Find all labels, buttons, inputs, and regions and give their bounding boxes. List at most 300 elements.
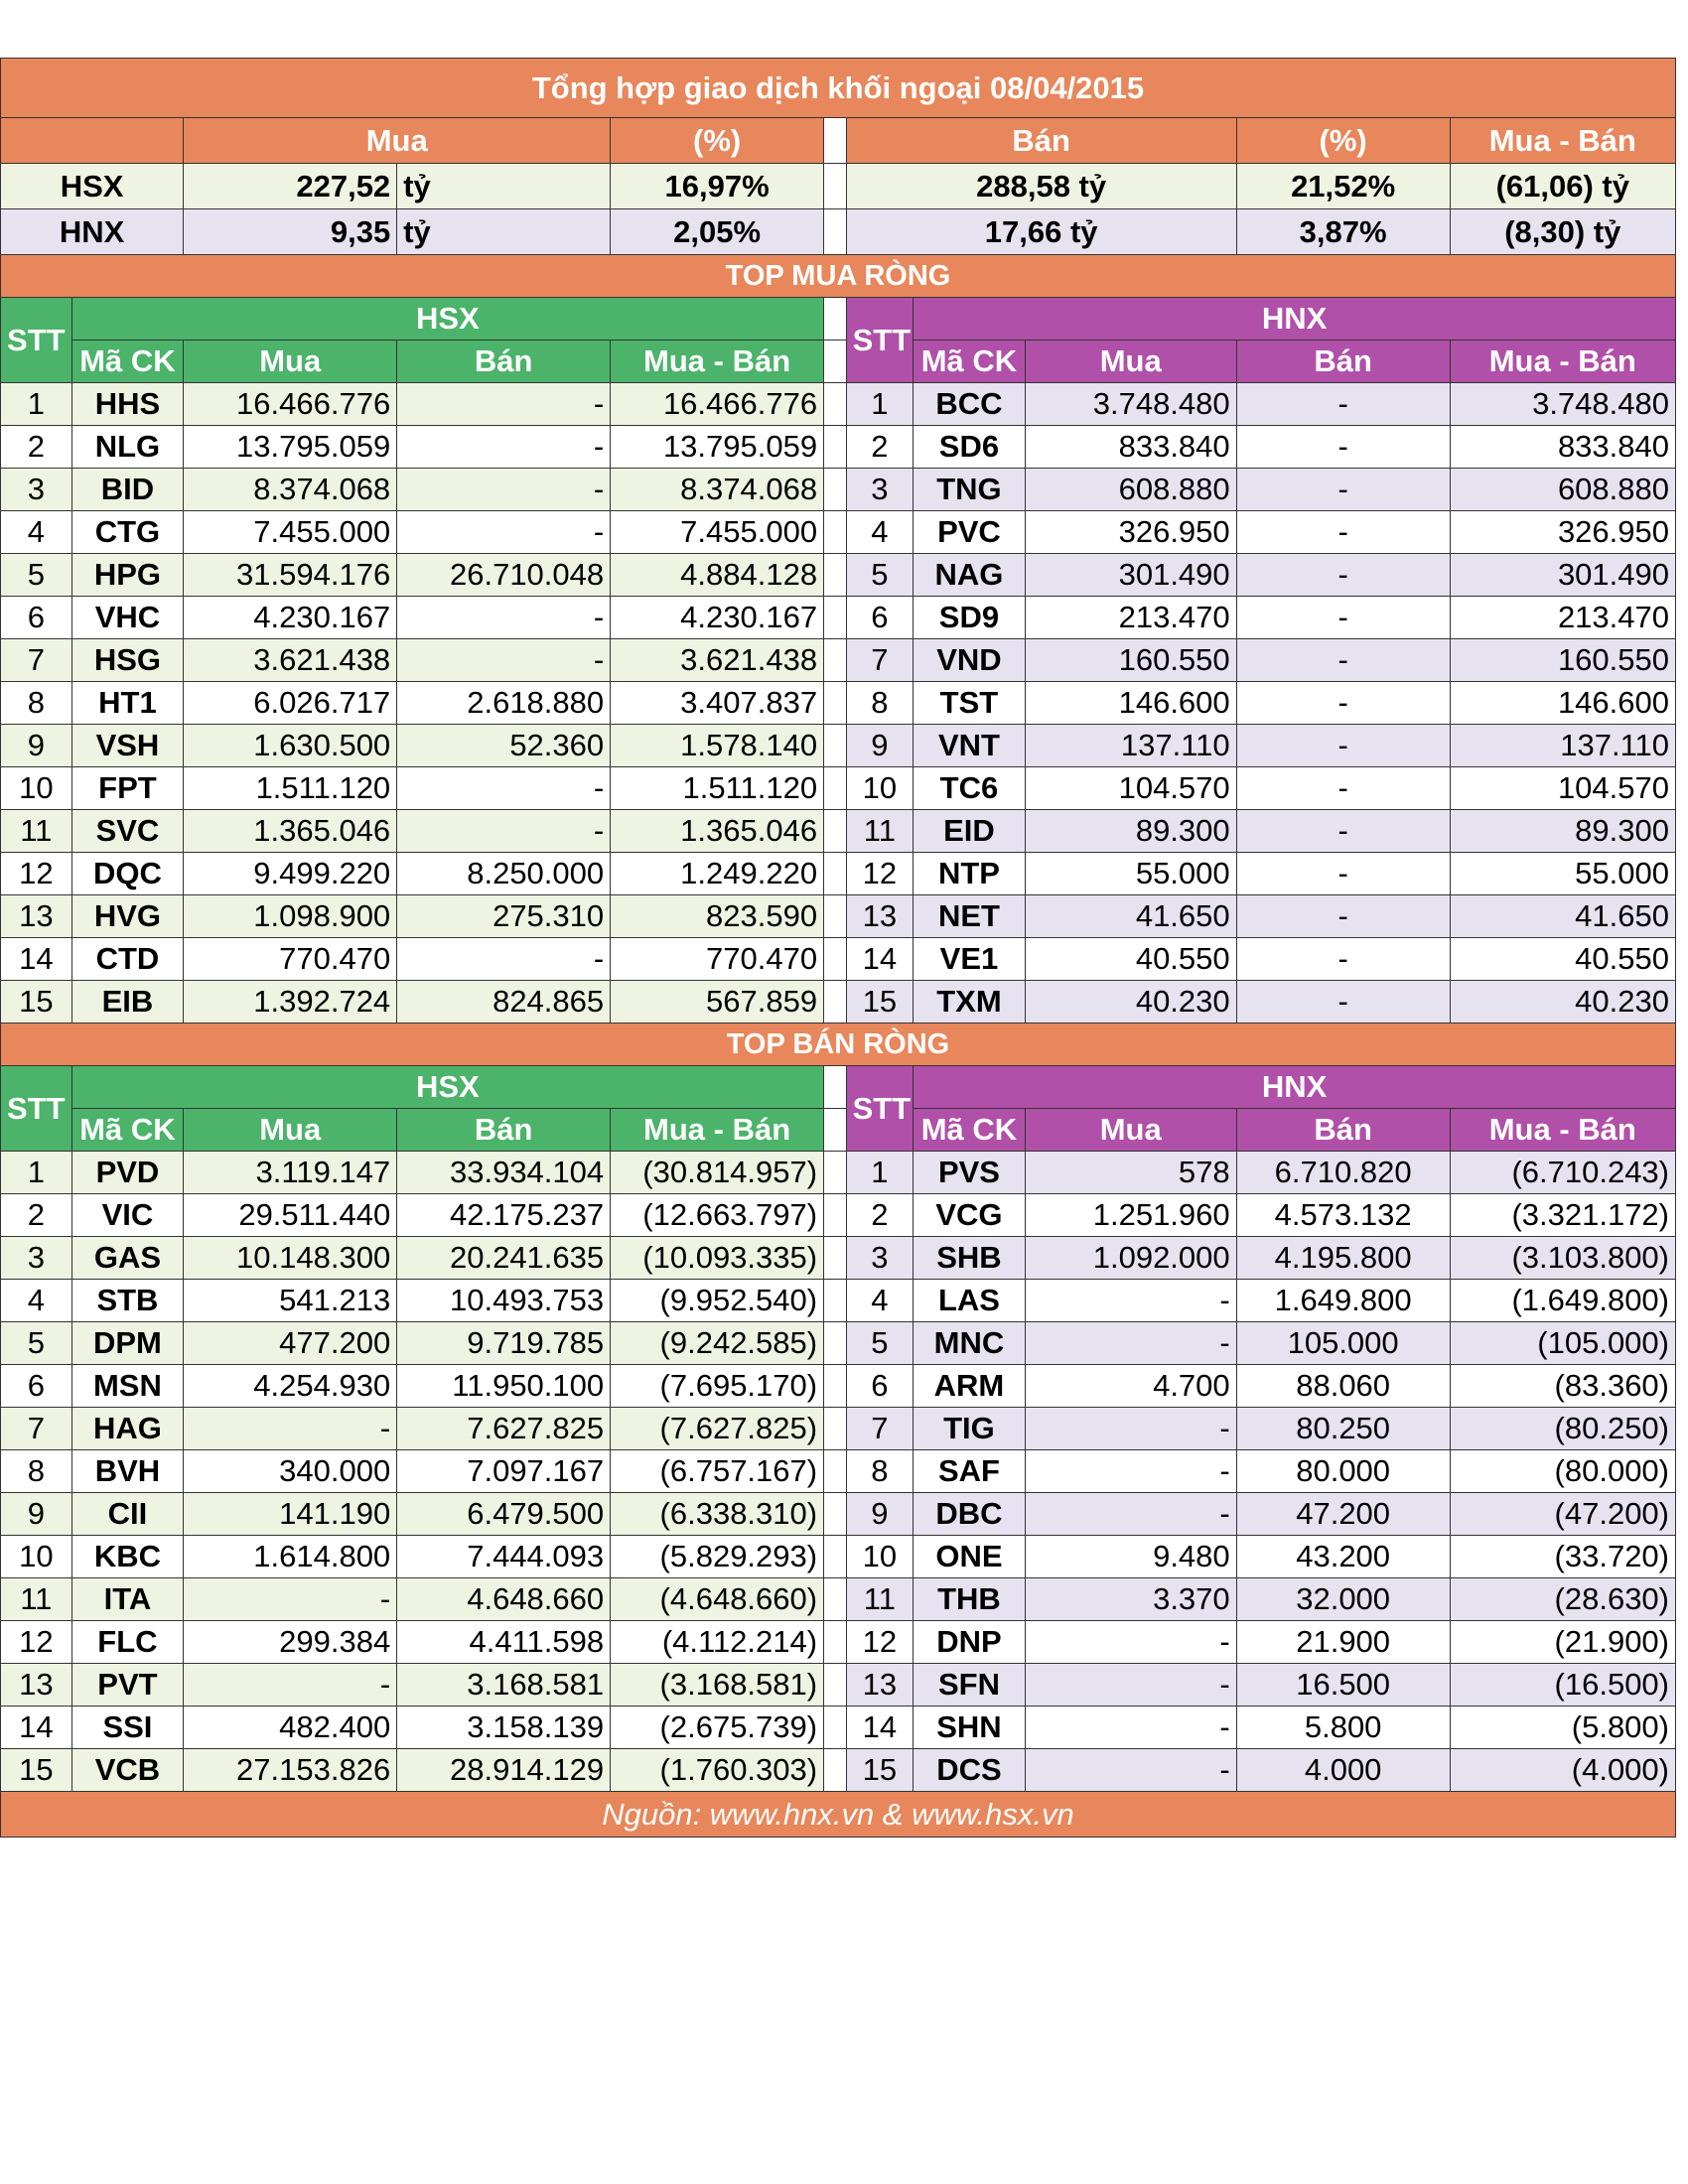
cell-net: (28.630) bbox=[1450, 1578, 1675, 1621]
cell-stt: 10 bbox=[1, 1536, 72, 1578]
cell-stt: 13 bbox=[846, 1664, 914, 1706]
cell-stt: 2 bbox=[846, 1194, 914, 1237]
column-spacer bbox=[824, 383, 847, 426]
cell-net: (6.338.310) bbox=[611, 1493, 824, 1536]
cell-net: 770.470 bbox=[611, 938, 824, 981]
cell-buy: 89.300 bbox=[1025, 810, 1236, 853]
cell-stt: 9 bbox=[1, 725, 72, 767]
table-row bbox=[1, 767, 1676, 810]
column-spacer bbox=[824, 1408, 847, 1450]
cell-stt: 5 bbox=[1, 1322, 72, 1365]
cell-buy: 1.092.000 bbox=[1025, 1237, 1236, 1280]
table-row bbox=[1, 426, 1676, 469]
cell-code: VNT bbox=[914, 725, 1026, 767]
cell-net: 1.249.220 bbox=[611, 853, 824, 895]
cell-net: 301.490 bbox=[1450, 554, 1675, 597]
column-header-code: Mã CK bbox=[914, 1109, 1026, 1152]
cell-code: VHC bbox=[71, 597, 184, 639]
cell-net: 608.880 bbox=[1450, 469, 1675, 511]
cell-code: SD9 bbox=[914, 597, 1026, 639]
cell-stt: 12 bbox=[846, 1621, 914, 1664]
summary-header-buy: Mua bbox=[184, 118, 611, 164]
column-header-stt: STT bbox=[1, 1066, 72, 1152]
cell-buy: 29.511.440 bbox=[184, 1194, 397, 1237]
cell-net: 137.110 bbox=[1450, 725, 1675, 767]
table-row bbox=[1, 554, 1676, 597]
cell-sell: - bbox=[397, 597, 611, 639]
cell-stt: 12 bbox=[1, 1621, 72, 1664]
cell-code: VCB bbox=[71, 1749, 184, 1792]
column-header-code: Mã CK bbox=[71, 1109, 184, 1152]
cell-net: 41.650 bbox=[1450, 895, 1675, 938]
summary-header-net: Mua - Bán bbox=[1450, 118, 1675, 164]
cell-stt: 8 bbox=[1, 1450, 72, 1493]
column-spacer bbox=[824, 298, 847, 341]
cell-code: SSI bbox=[71, 1706, 184, 1749]
cell-net: 3.407.837 bbox=[611, 682, 824, 725]
table-row bbox=[1, 1194, 1676, 1237]
summary-row-hsx bbox=[1, 164, 1676, 209]
cell-code: CII bbox=[71, 1493, 184, 1536]
column-spacer bbox=[824, 639, 847, 682]
cell-buy: 1.251.960 bbox=[1025, 1194, 1236, 1237]
cell-net: 7.455.000 bbox=[611, 511, 824, 554]
cell-sell: - bbox=[1236, 682, 1450, 725]
table-row bbox=[1, 639, 1676, 682]
column-header-buy: Mua bbox=[184, 1109, 397, 1152]
summary-sell-pct: 3,87% bbox=[1236, 209, 1450, 255]
cell-net: (30.814.957) bbox=[611, 1152, 824, 1194]
cell-net: (3.103.800) bbox=[1450, 1237, 1675, 1280]
cell-buy: 13.795.059 bbox=[184, 426, 397, 469]
column-spacer bbox=[824, 1536, 847, 1578]
cell-net: 1.578.140 bbox=[611, 725, 824, 767]
cell-code: SD6 bbox=[914, 426, 1026, 469]
column-spacer bbox=[824, 1706, 847, 1749]
cell-code: TXM bbox=[914, 981, 1026, 1024]
cell-code: LAS bbox=[914, 1280, 1026, 1322]
cell-net: (10.093.335) bbox=[611, 1237, 824, 1280]
cell-code: ITA bbox=[71, 1578, 184, 1621]
cell-stt: 8 bbox=[846, 1450, 914, 1493]
table-row bbox=[1, 725, 1676, 767]
column-header-sell: Bán bbox=[397, 341, 611, 383]
cell-sell: - bbox=[397, 639, 611, 682]
cell-net: (47.200) bbox=[1450, 1493, 1675, 1536]
cell-sell: - bbox=[1236, 810, 1450, 853]
table-row bbox=[1, 1408, 1676, 1450]
cell-sell: 7.627.825 bbox=[397, 1408, 611, 1450]
cell-buy: 833.840 bbox=[1025, 426, 1236, 469]
summary-exchange: HNX bbox=[1, 209, 184, 255]
summary-header-sell: Bán bbox=[846, 118, 1236, 164]
cell-stt: 14 bbox=[846, 1706, 914, 1749]
table-row bbox=[1, 1450, 1676, 1493]
column-spacer bbox=[824, 682, 847, 725]
cell-buy: 1.365.046 bbox=[184, 810, 397, 853]
cell-buy: 477.200 bbox=[184, 1322, 397, 1365]
cell-stt: 14 bbox=[846, 938, 914, 981]
cell-code: VND bbox=[914, 639, 1026, 682]
cell-net: (7.695.170) bbox=[611, 1365, 824, 1408]
cell-sell: 6.710.820 bbox=[1236, 1152, 1450, 1194]
cell-stt: 15 bbox=[1, 1749, 72, 1792]
cell-stt: 5 bbox=[846, 1322, 914, 1365]
cell-stt: 3 bbox=[1, 1237, 72, 1280]
column-spacer bbox=[824, 1578, 847, 1621]
summary-spacer bbox=[824, 118, 847, 164]
cell-stt: 4 bbox=[1, 511, 72, 554]
cell-sell: - bbox=[1236, 597, 1450, 639]
cell-sell: - bbox=[397, 767, 611, 810]
cell-stt: 7 bbox=[846, 1408, 914, 1450]
table-row bbox=[1, 511, 1676, 554]
cell-stt: 6 bbox=[1, 597, 72, 639]
cell-sell: 7.097.167 bbox=[397, 1450, 611, 1493]
column-header-net: Mua - Bán bbox=[611, 1109, 824, 1152]
column-header-stt: STT bbox=[1, 298, 72, 383]
cell-code: HAG bbox=[71, 1408, 184, 1450]
cell-net: 3.621.438 bbox=[611, 639, 824, 682]
column-header-buy: Mua bbox=[1025, 341, 1236, 383]
cell-code: NLG bbox=[71, 426, 184, 469]
cell-code: FLC bbox=[71, 1621, 184, 1664]
cell-net: 40.550 bbox=[1450, 938, 1675, 981]
column-spacer bbox=[824, 1664, 847, 1706]
cell-sell: - bbox=[1236, 767, 1450, 810]
cell-stt: 2 bbox=[846, 426, 914, 469]
cell-stt: 9 bbox=[1, 1493, 72, 1536]
column-spacer bbox=[824, 511, 847, 554]
column-spacer bbox=[824, 853, 847, 895]
table-row bbox=[1, 853, 1676, 895]
cell-code: DCS bbox=[914, 1749, 1026, 1792]
cell-buy: 3.621.438 bbox=[184, 639, 397, 682]
table-row bbox=[1, 895, 1676, 938]
cell-code: BCC bbox=[914, 383, 1026, 426]
cell-stt: 9 bbox=[846, 1493, 914, 1536]
cell-sell: 16.500 bbox=[1236, 1664, 1450, 1706]
cell-net: 1.365.046 bbox=[611, 810, 824, 853]
table-row bbox=[1, 1706, 1676, 1749]
column-spacer bbox=[824, 1493, 847, 1536]
cell-sell: - bbox=[1236, 853, 1450, 895]
cell-code: CTG bbox=[71, 511, 184, 554]
cell-stt: 4 bbox=[846, 1280, 914, 1322]
cell-net: (80.000) bbox=[1450, 1450, 1675, 1493]
cell-stt: 14 bbox=[1, 1706, 72, 1749]
column-header-stt: STT bbox=[846, 298, 914, 383]
cell-stt: 5 bbox=[1, 554, 72, 597]
cell-code: HPG bbox=[71, 554, 184, 597]
column-spacer bbox=[824, 938, 847, 981]
cell-code: SHB bbox=[914, 1237, 1026, 1280]
summary-spacer bbox=[824, 209, 847, 255]
cell-sell: 4.000 bbox=[1236, 1749, 1450, 1792]
cell-stt: 15 bbox=[1, 981, 72, 1024]
cell-stt: 12 bbox=[846, 853, 914, 895]
cell-buy: 4.254.930 bbox=[184, 1365, 397, 1408]
cell-stt: 6 bbox=[846, 1365, 914, 1408]
column-header-sell: Bán bbox=[1236, 1109, 1450, 1152]
cell-buy: - bbox=[1025, 1706, 1236, 1749]
cell-sell: - bbox=[397, 938, 611, 981]
cell-net: (3.321.172) bbox=[1450, 1194, 1675, 1237]
cell-net: 326.950 bbox=[1450, 511, 1675, 554]
cell-code: DBC bbox=[914, 1493, 1026, 1536]
cell-code: TC6 bbox=[914, 767, 1026, 810]
cell-sell: 1.649.800 bbox=[1236, 1280, 1450, 1322]
cell-sell: 275.310 bbox=[397, 895, 611, 938]
cell-net: 146.600 bbox=[1450, 682, 1675, 725]
cell-stt: 7 bbox=[1, 639, 72, 682]
cell-stt: 7 bbox=[846, 639, 914, 682]
column-header-stt: STT bbox=[846, 1066, 914, 1152]
cell-net: (9.952.540) bbox=[611, 1280, 824, 1322]
table-row bbox=[1, 1152, 1676, 1194]
cell-stt: 2 bbox=[1, 426, 72, 469]
cell-buy: 16.466.776 bbox=[184, 383, 397, 426]
column-spacer bbox=[824, 1237, 847, 1280]
cell-sell: - bbox=[1236, 469, 1450, 511]
section-title-top-sell: TOP BÁN RÒNG bbox=[1, 1024, 1676, 1066]
cell-code: FPT bbox=[71, 767, 184, 810]
cell-sell: 11.950.100 bbox=[397, 1365, 611, 1408]
cell-sell: 28.914.129 bbox=[397, 1749, 611, 1792]
cell-buy: 7.455.000 bbox=[184, 511, 397, 554]
summary-spacer bbox=[824, 164, 847, 209]
table-row bbox=[1, 1365, 1676, 1408]
cell-sell: 3.158.139 bbox=[397, 1706, 611, 1749]
cell-stt: 10 bbox=[846, 1536, 914, 1578]
table-row bbox=[1, 469, 1676, 511]
cell-sell: - bbox=[1236, 383, 1450, 426]
cell-sell: - bbox=[1236, 554, 1450, 597]
column-spacer bbox=[824, 554, 847, 597]
summary-buy-pct: 2,05% bbox=[611, 209, 824, 255]
cell-buy: - bbox=[184, 1664, 397, 1706]
cell-buy: 770.470 bbox=[184, 938, 397, 981]
cell-net: (4.112.214) bbox=[611, 1621, 824, 1664]
cell-stt: 10 bbox=[1, 767, 72, 810]
cell-buy: 9.480 bbox=[1025, 1536, 1236, 1578]
cell-code: ARM bbox=[914, 1365, 1026, 1408]
cell-code: GAS bbox=[71, 1237, 184, 1280]
cell-code: TIG bbox=[914, 1408, 1026, 1450]
cell-sell: 32.000 bbox=[1236, 1578, 1450, 1621]
cell-sell: 88.060 bbox=[1236, 1365, 1450, 1408]
cell-buy: 213.470 bbox=[1025, 597, 1236, 639]
cell-net: (7.627.825) bbox=[611, 1408, 824, 1450]
cell-buy: 578 bbox=[1025, 1152, 1236, 1194]
cell-stt: 15 bbox=[846, 1749, 914, 1792]
cell-buy: 40.230 bbox=[1025, 981, 1236, 1024]
cell-net: 104.570 bbox=[1450, 767, 1675, 810]
cell-net: 4.884.128 bbox=[611, 554, 824, 597]
cell-net: (80.250) bbox=[1450, 1408, 1675, 1450]
column-header-sell: Bán bbox=[1236, 341, 1450, 383]
cell-stt: 13 bbox=[1, 1664, 72, 1706]
cell-stt: 10 bbox=[846, 767, 914, 810]
cell-buy: 146.600 bbox=[1025, 682, 1236, 725]
summary-buy-value: 227,52 bbox=[184, 164, 397, 209]
cell-buy: 137.110 bbox=[1025, 725, 1236, 767]
cell-stt: 1 bbox=[846, 383, 914, 426]
column-spacer bbox=[824, 1066, 847, 1109]
summary-header-buy-pct: (%) bbox=[611, 118, 824, 164]
cell-sell: - bbox=[1236, 426, 1450, 469]
foreign-trading-table bbox=[0, 58, 1676, 1838]
cell-code: BID bbox=[71, 469, 184, 511]
cell-stt: 11 bbox=[846, 1578, 914, 1621]
cell-buy: 55.000 bbox=[1025, 853, 1236, 895]
cell-buy: - bbox=[1025, 1408, 1236, 1450]
column-spacer bbox=[824, 810, 847, 853]
column-spacer bbox=[824, 1152, 847, 1194]
cell-buy: 9.499.220 bbox=[184, 853, 397, 895]
cell-net: (2.675.739) bbox=[611, 1706, 824, 1749]
table-row bbox=[1, 682, 1676, 725]
column-spacer bbox=[824, 1109, 847, 1152]
cell-net: 213.470 bbox=[1450, 597, 1675, 639]
cell-buy: 1.098.900 bbox=[184, 895, 397, 938]
column-spacer bbox=[824, 426, 847, 469]
cell-buy: 41.650 bbox=[1025, 895, 1236, 938]
summary-buy-unit: tỷ bbox=[397, 164, 611, 209]
cell-net: 160.550 bbox=[1450, 639, 1675, 682]
table-row bbox=[1, 1280, 1676, 1322]
column-header-net: Mua - Bán bbox=[1450, 1109, 1675, 1152]
cell-code: SVC bbox=[71, 810, 184, 853]
cell-stt: 11 bbox=[1, 810, 72, 853]
cell-buy: 482.400 bbox=[184, 1706, 397, 1749]
cell-net: (16.500) bbox=[1450, 1664, 1675, 1706]
cell-net: (6.710.243) bbox=[1450, 1152, 1675, 1194]
cell-sell: 7.444.093 bbox=[397, 1536, 611, 1578]
cell-sell: 9.719.785 bbox=[397, 1322, 611, 1365]
cell-stt: 3 bbox=[846, 469, 914, 511]
summary-header-sell-pct: (%) bbox=[1236, 118, 1450, 164]
group-header-hnx: HNX bbox=[914, 1066, 1676, 1109]
cell-net: (3.168.581) bbox=[611, 1664, 824, 1706]
cell-net: 3.748.480 bbox=[1450, 383, 1675, 426]
cell-stt: 3 bbox=[846, 1237, 914, 1280]
cell-sell: - bbox=[1236, 981, 1450, 1024]
cell-code: HSG bbox=[71, 639, 184, 682]
table-row bbox=[1, 1536, 1676, 1578]
cell-code: BVH bbox=[71, 1450, 184, 1493]
summary-buy-pct: 16,97% bbox=[611, 164, 824, 209]
cell-sell: - bbox=[1236, 725, 1450, 767]
cell-code: MSN bbox=[71, 1365, 184, 1408]
summary-buy-value: 9,35 bbox=[184, 209, 397, 255]
cell-stt: 8 bbox=[1, 682, 72, 725]
cell-code: EID bbox=[914, 810, 1026, 853]
summary-row-hnx bbox=[1, 209, 1676, 255]
cell-code: MNC bbox=[914, 1322, 1026, 1365]
cell-sell: - bbox=[397, 810, 611, 853]
column-spacer bbox=[824, 597, 847, 639]
cell-sell: - bbox=[1236, 895, 1450, 938]
cell-net: 823.590 bbox=[611, 895, 824, 938]
cell-buy: - bbox=[1025, 1621, 1236, 1664]
cell-code: DNP bbox=[914, 1621, 1026, 1664]
cell-code: SAF bbox=[914, 1450, 1026, 1493]
cell-sell: 2.618.880 bbox=[397, 682, 611, 725]
cell-sell: 47.200 bbox=[1236, 1493, 1450, 1536]
cell-stt: 9 bbox=[846, 725, 914, 767]
cell-sell: 4.195.800 bbox=[1236, 1237, 1450, 1280]
cell-sell: 4.648.660 bbox=[397, 1578, 611, 1621]
cell-stt: 3 bbox=[1, 469, 72, 511]
cell-buy: - bbox=[184, 1408, 397, 1450]
cell-stt: 8 bbox=[846, 682, 914, 725]
column-spacer bbox=[824, 1450, 847, 1493]
cell-code: TNG bbox=[914, 469, 1026, 511]
cell-net: (1.760.303) bbox=[611, 1749, 824, 1792]
cell-stt: 12 bbox=[1, 853, 72, 895]
cell-net: 833.840 bbox=[1450, 426, 1675, 469]
table-row bbox=[1, 1322, 1676, 1365]
cell-buy: 326.950 bbox=[1025, 511, 1236, 554]
cell-stt: 15 bbox=[846, 981, 914, 1024]
table-row bbox=[1, 1237, 1676, 1280]
foreign-trading-sheet bbox=[0, 58, 1676, 1838]
cell-sell: 4.411.598 bbox=[397, 1621, 611, 1664]
cell-net: (33.720) bbox=[1450, 1536, 1675, 1578]
cell-net: (1.649.800) bbox=[1450, 1280, 1675, 1322]
column-header-buy: Mua bbox=[184, 341, 397, 383]
summary-net: (61,06) tỷ bbox=[1450, 164, 1675, 209]
cell-buy: - bbox=[184, 1578, 397, 1621]
cell-buy: 104.570 bbox=[1025, 767, 1236, 810]
cell-code: TST bbox=[914, 682, 1026, 725]
cell-code: STB bbox=[71, 1280, 184, 1322]
table-row bbox=[1, 1664, 1676, 1706]
cell-code: EIB bbox=[71, 981, 184, 1024]
column-spacer bbox=[824, 725, 847, 767]
cell-stt: 4 bbox=[846, 511, 914, 554]
cell-code: SFN bbox=[914, 1664, 1026, 1706]
cell-sell: 52.360 bbox=[397, 725, 611, 767]
cell-net: 1.511.120 bbox=[611, 767, 824, 810]
cell-stt: 2 bbox=[1, 1194, 72, 1237]
cell-sell: - bbox=[397, 383, 611, 426]
cell-sell: - bbox=[1236, 639, 1450, 682]
group-header-hsx: HSX bbox=[71, 1066, 823, 1109]
cell-sell: 10.493.753 bbox=[397, 1280, 611, 1322]
column-spacer bbox=[824, 341, 847, 383]
cell-buy: 608.880 bbox=[1025, 469, 1236, 511]
cell-code: SHN bbox=[914, 1706, 1026, 1749]
cell-sell: 42.175.237 bbox=[397, 1194, 611, 1237]
cell-buy: 3.748.480 bbox=[1025, 383, 1236, 426]
summary-exchange: HSX bbox=[1, 164, 184, 209]
cell-stt: 7 bbox=[1, 1408, 72, 1450]
table-row bbox=[1, 810, 1676, 853]
cell-buy: 160.550 bbox=[1025, 639, 1236, 682]
cell-code: HT1 bbox=[71, 682, 184, 725]
cell-stt: 1 bbox=[1, 383, 72, 426]
cell-code: PVD bbox=[71, 1152, 184, 1194]
cell-buy: 301.490 bbox=[1025, 554, 1236, 597]
cell-net: (105.000) bbox=[1450, 1322, 1675, 1365]
column-spacer bbox=[824, 1621, 847, 1664]
cell-net: (4.000) bbox=[1450, 1749, 1675, 1792]
cell-buy: 3.119.147 bbox=[184, 1152, 397, 1194]
cell-sell: 21.900 bbox=[1236, 1621, 1450, 1664]
cell-sell: 6.479.500 bbox=[397, 1493, 611, 1536]
